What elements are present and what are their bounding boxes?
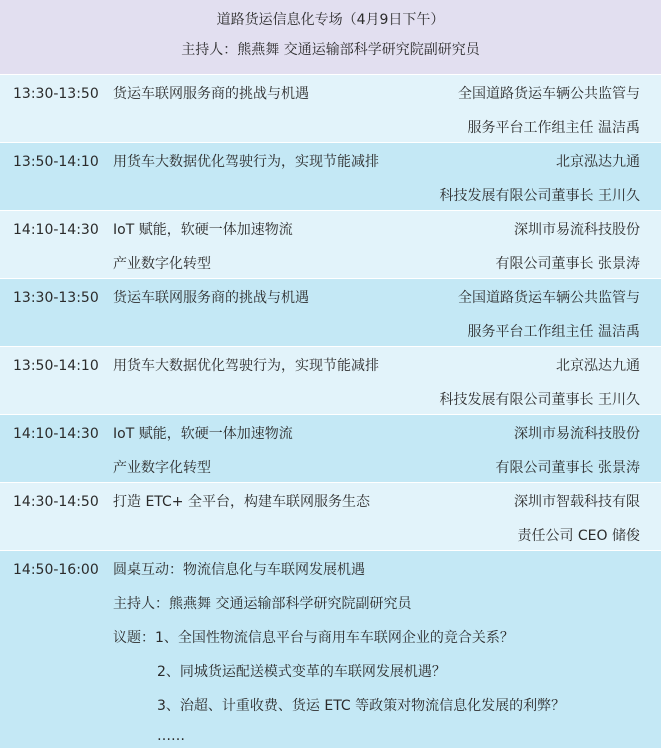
row-time: 14:30-14:50 [13, 494, 99, 510]
agenda-row [0, 482, 661, 550]
row-topic-line2: 产业数字化转型 [113, 256, 211, 272]
roundtable-host: 主持人：熊燕舞 交通运输部科学研究院副研究员 [113, 596, 412, 612]
row-topic: IoT 赋能，软硬一体加速物流 [113, 426, 293, 442]
row-speaker-line2: 服务平台工作组主任 温洁禹 [467, 324, 640, 340]
row-speaker-line1: 深圳市智载科技有限 [514, 494, 640, 510]
row-speaker-line1: 北京泓达九通 [556, 154, 640, 170]
roundtable-topic-2: 2、同城货运配送模式变革的车联网发展机遇？ [157, 664, 446, 680]
row-topic: 用货车大数据优化驾驶行为，实现节能减排 [113, 154, 379, 170]
row-speaker-line2: 有限公司董事长 张景涛 [495, 256, 640, 272]
session-title: 道路货运信息化专场（4月9日下午） [216, 12, 445, 28]
agenda-row [0, 278, 661, 346]
row-time: 13:50-14:10 [13, 358, 99, 374]
roundtable-ellipsis: …… [157, 728, 185, 744]
row-time: 14:10-14:30 [13, 222, 99, 238]
agenda-row [0, 142, 661, 210]
roundtable-section [0, 550, 661, 748]
row-speaker-line1: 全国道路货运车辆公共监管与 [458, 86, 640, 102]
roundtable-topic-3: 3、治超、计重收费、货运 ETC 等政策对物流信息化发展的利弊？ [157, 698, 566, 714]
row-speaker-line1: 全国道路货运车辆公共监管与 [458, 290, 640, 306]
row-speaker-line2: 科技发展有限公司董事长 王川久 [439, 392, 640, 408]
row-speaker-line1: 深圳市易流科技股份 [514, 426, 640, 442]
row-time: 14:10-14:30 [13, 426, 99, 442]
row-topic: 货运车联网服务商的挑战与机遇 [113, 290, 309, 306]
row-topic: 打造 ETC+ 全平台，构建车联网服务生态 [113, 494, 370, 510]
row-topic: 用货车大数据优化驾驶行为，实现节能减排 [113, 358, 379, 374]
row-speaker-line2: 有限公司董事长 张景涛 [495, 460, 640, 476]
row-speaker-line2: 服务平台工作组主任 温洁禹 [467, 120, 640, 136]
row-speaker-line2: 责任公司 CEO 储俊 [517, 528, 640, 544]
row-topic: 货运车联网服务商的挑战与机遇 [113, 86, 309, 102]
roundtable-time: 14:50-16:00 [13, 562, 99, 578]
agenda-row [0, 210, 661, 278]
row-time: 13:50-14:10 [13, 154, 99, 170]
row-speaker-line2: 科技发展有限公司董事长 王川久 [439, 188, 640, 204]
roundtable-topic-1: 议题：1、全国性物流信息平台与商用车车联网企业的竞合关系？ [113, 630, 514, 646]
agenda-header [0, 0, 661, 74]
row-time: 13:30-13:50 [13, 86, 99, 102]
row-speaker-line1: 北京泓达九通 [556, 358, 640, 374]
session-host: 主持人：熊燕舞 交通运输部科学研究院副研究员 [181, 42, 480, 58]
agenda-row [0, 414, 661, 482]
row-speaker-line1: 深圳市易流科技股份 [514, 222, 640, 238]
agenda-row [0, 74, 661, 142]
agenda-row [0, 346, 661, 414]
row-time: 13:30-13:50 [13, 290, 99, 306]
row-topic-line2: 产业数字化转型 [113, 460, 211, 476]
row-topic: IoT 赋能，软硬一体加速物流 [113, 222, 293, 238]
roundtable-title: 圆桌互动：物流信息化与车联网发展机遇 [113, 562, 365, 578]
